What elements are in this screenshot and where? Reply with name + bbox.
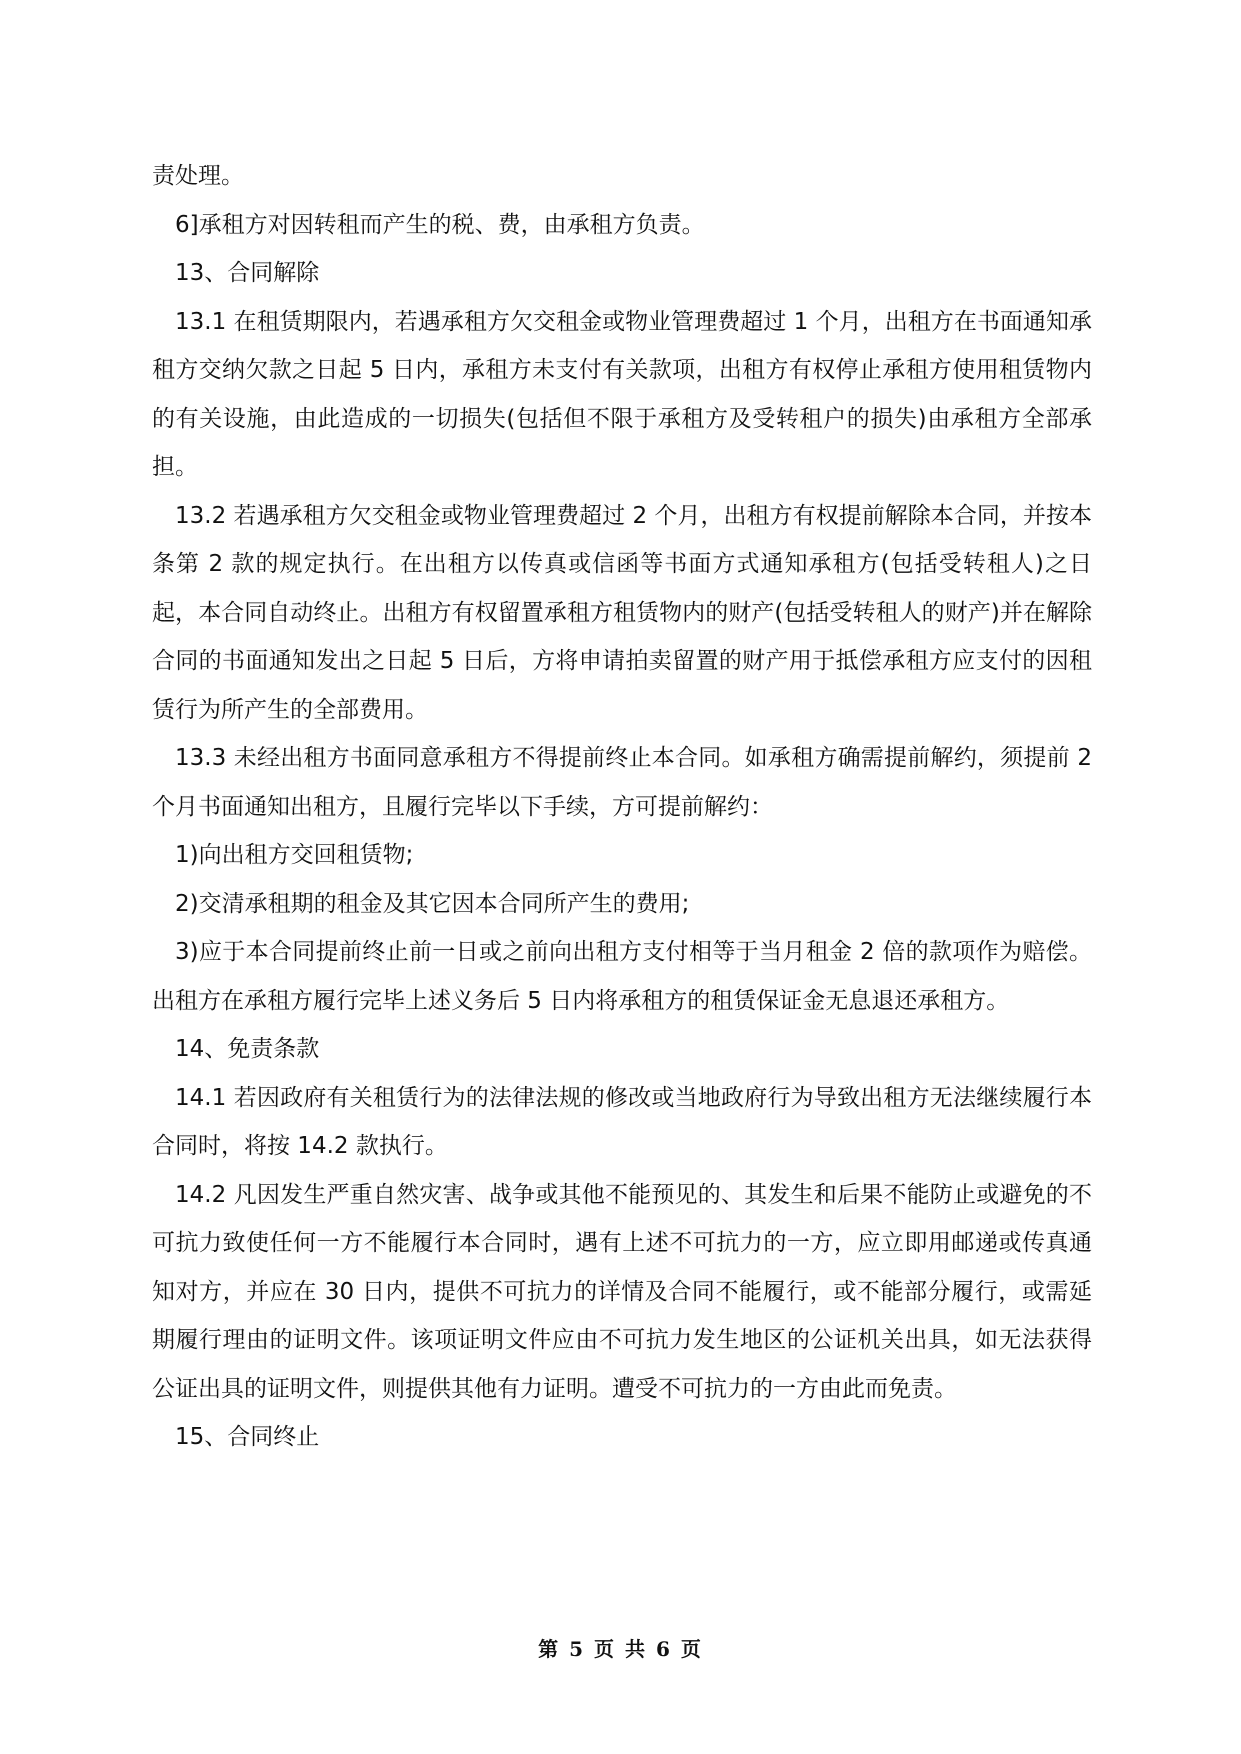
document-body (152, 152, 1092, 1462)
paragraph: 14.1 若因政府有关租赁行为的法律法规的修改或当地政府行为导致出租方无法继续履行本合同时，将按 14.2 款执行。 (152, 1084, 1092, 1159)
paragraph: 6]承租方对因转租而产生的税、费，由承租方负责。 (175, 211, 705, 238)
paragraph: 责处理。 (152, 163, 244, 189)
paragraph: 13.2 若遇承租方欠交租金或物业管理费超过 2 个月，出租方有权提前解除本合同，并按本条第 2 款的规定执行。在出租方以传真或信函等书面方式通知承租方(包括受转租人)之日起，本合同自动终止。出租方有权留置承租方租赁物内的财产(包括受转租人的财产)并在解除合同的书面通知发出之日起 5 日后，方将申请拍卖留置的财产用于抵偿承租方应支付的因租赁行为所产生的全部费用。 (152, 502, 1092, 723)
list-item: 2)交清承租期的租金及其它因本合同所产生的费用; (175, 890, 690, 917)
list-item: 3)应于本合同提前终止前一日或之前向出租方支付相等于当月租金 2 倍的款项作为赔偿。出租方在承租方履行完毕上述义务后 5 日内将承租方的租赁保证金无息退还承租方。 (152, 939, 1092, 1014)
paragraph: 13.1 在租赁期限内，若遇承租方欠交租金或物业管理费超过 1 个月，出租方在书面通知承租方交纳欠款之日起 5 日内，承租方未支付有关款项，出租方有权停止承租方使用租赁物内的有关设施，由此造成的一切损失(包括但不限于承租方及受转租户的损失)由承租方全部承担。 (152, 308, 1092, 480)
section-heading: 15、合同终止 (175, 1424, 320, 1450)
list-item: 1)向出租方交回租赁物; (175, 842, 414, 868)
section-heading: 13、合同解除 (175, 260, 320, 286)
page-footer (0, 1633, 1241, 1662)
paragraph: 14.2 凡因发生严重自然灾害、战争或其他不能预见的、其发生和后果不能防止或避免的不可抗力致使任何一方不能履行本合同时，遇有上述不可抗力的一方，应立即用邮递或传真通知对方，并应在 30 日内，提供不可抗力的详情及合同不能履行，或不能部分履行，或需延期履行理由的证明文件。该项证明文件应由不可抗力发生地区的公证机关出具，如无法获得公证出具的证明文件，则提供其他有力证明。遭受不可抗力的一方由此而免责。 (152, 1181, 1092, 1402)
page-number-label: 第 5 页 共 6 页 (538, 1637, 703, 1661)
section-heading: 14、免责条款 (175, 1036, 320, 1062)
paragraph: 13.3 未经出租方书面同意承租方不得提前终止本合同。如承租方确需提前解约，须提前 2 个月书面通知出租方，且履行完毕以下手续，方可提前解约： (152, 745, 1092, 820)
